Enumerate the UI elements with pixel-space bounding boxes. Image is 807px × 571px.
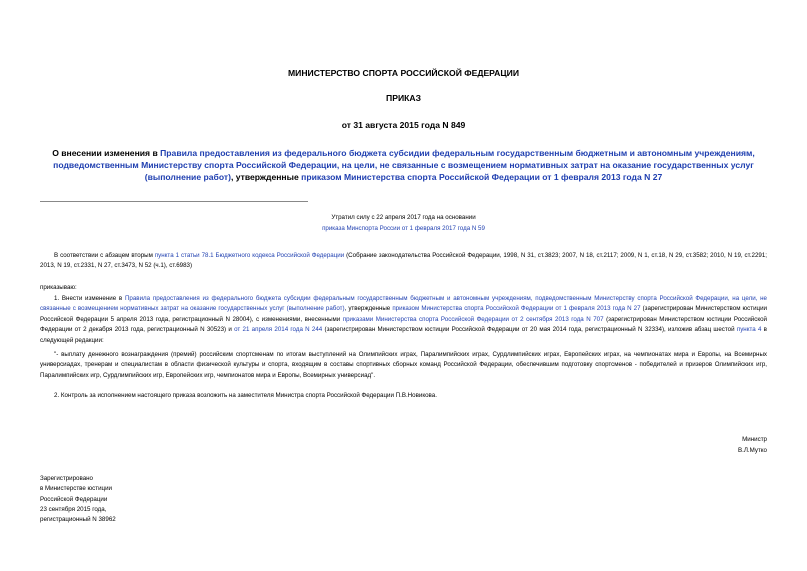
document-title (40, 147, 767, 184)
title-middle: , утвержденные (230, 172, 302, 183)
item1-text-a: 1. Внести изменение в (54, 295, 125, 302)
paragraph-item-1 (40, 294, 767, 346)
item1-order244-link[interactable]: от 21 апреля 2014 года N 244 (234, 326, 323, 334)
title-rules-link[interactable]: Правила предоставления из федерального бюджета субсидии федеральным государственным бюджетным и автономным учреждениям, подведомственным Министерству спорта Российской Федерации, на цели, не связанные с возмещением нормативных затрат на оказание государственных услуг (выполнение работ) (53, 148, 755, 183)
basis-text-b: (Собрание законодательства Российской Федерации, 1998, N 31, ст.3823; 2007, N 18, ст.2117; 2009, N 1, ст.18, N 29, ст.3582; 2010, N 19, ст.2291; 2013, N 19, ст.2331, N 27, ст.3473, N 52 (ч.1), ст.6983) (40, 252, 767, 270)
item1-rules-link[interactable]: Правила предоставления из федерального бюджета субсидии федеральным государственным бюджетным и автономным учреждениям, подведомственным Министерству спорта Российской Федерации, на цели, не связанные с возмещением нормативных затрат на оказание государственных услуг (выполнение работ) (40, 295, 767, 313)
divider-line (40, 201, 308, 202)
document-date-number: от 31 августа 2015 года N 849 (341, 120, 466, 130)
registration-line-5: регистрационный N 38962 (40, 516, 116, 524)
item1-text-b: , утвержденные (344, 305, 393, 313)
paragraph-new-wording (40, 350, 767, 381)
budget-code-link[interactable]: пункта 1 статьи 78.1 Бюджетного кодекса Российской Федерации (154, 252, 345, 259)
item1-order27-link[interactable]: приказом Министерства спорта Российской Федерации от 1 февраля 2013 года N 27 (392, 305, 641, 313)
title-order-link[interactable]: приказом Министерства спорта Российской Федерации от 1 февраля 2013 года N 27 (301, 172, 663, 183)
signer-position: Министр (742, 436, 767, 443)
item1-text-c: (зарегистрирован Министерством юстиции Российской Федерации 5 апреля 2013 года, регистрационный N 28004), с изменениями, внесенными (40, 305, 767, 323)
paragraph-basis (40, 251, 767, 272)
title-prefix: О внесении изменения в (52, 148, 161, 158)
new-wording-text: "- выплату денежного вознаграждения (премий) российским спортсменам по итогам выступлений на Олимпийских играх, Паралимпийских играх, Сурдлимпийских играх, Европейских играх, на чемпионатах мира и Европы, на Всемирных универсиадах, тренерам и специалистам в области физической культуры и спорта, входящим в составы спортивных сборных команд Российской Федерации, обеспечившим подготовку спортсменов - победителей и призеров Олимпийских игр, Паралимпийских игр, Сурдлимпийских игр, Европейских игр, чемпионатов мира и Европы, Всемирных универсиад". (40, 351, 767, 379)
signature-block (647, 434, 767, 456)
item1-text-d: (зарегистрирован Министерством юстиции Российской Федерации от 2 декабря 2013 года, регистрационный N 30523) и (40, 315, 768, 334)
registration-line-3: Российской Федерации (40, 495, 108, 503)
repeal-note (250, 212, 557, 234)
paragraph-order-word: приказываю: (40, 284, 77, 291)
paragraph-item-2 (40, 391, 767, 401)
repeal-order-link[interactable]: приказа Минспорта России от 1 февраля 2017 года N 59 (322, 225, 485, 232)
registration-block (40, 474, 240, 525)
document-type-heading: ПРИКАЗ (386, 93, 421, 103)
basis-text-a: В соответствии с абзацем вторым (54, 252, 155, 259)
ministry-heading: МИНИСТЕРСТВО СПОРТА РОССИЙСКОЙ ФЕДЕРАЦИИ (287, 68, 519, 78)
repeal-note-text: Утратил силу с 22 апреля 2017 года на основании (331, 214, 476, 221)
item2-text: 2. Контроль за исполнением настоящего приказа возложить на заместителя Министра спорта Российской Федерации П.В.Новикова. (54, 392, 437, 399)
item1-text-e: (зарегистрирован Министерством юстиции Российской Федерации от 20 мая 2014 года, регистрационный N 32334), изложив абзац шестой (322, 326, 737, 334)
registration-line-2: в Министерстве юстиции (40, 485, 113, 493)
registration-line-4: 23 сентября 2015 года, (40, 505, 107, 513)
item1-point4-link[interactable]: пункта 4 (736, 326, 762, 334)
item1-text-f: в следующей редакции: (40, 326, 767, 344)
registration-line-1: Зарегистрировано (40, 475, 93, 482)
item1-order707-link[interactable]: приказами Министерства спорта Российской Федерации от 2 сентября 2013 года N 707 (342, 315, 604, 323)
signer-name: В.Л.Мутко (738, 447, 767, 454)
